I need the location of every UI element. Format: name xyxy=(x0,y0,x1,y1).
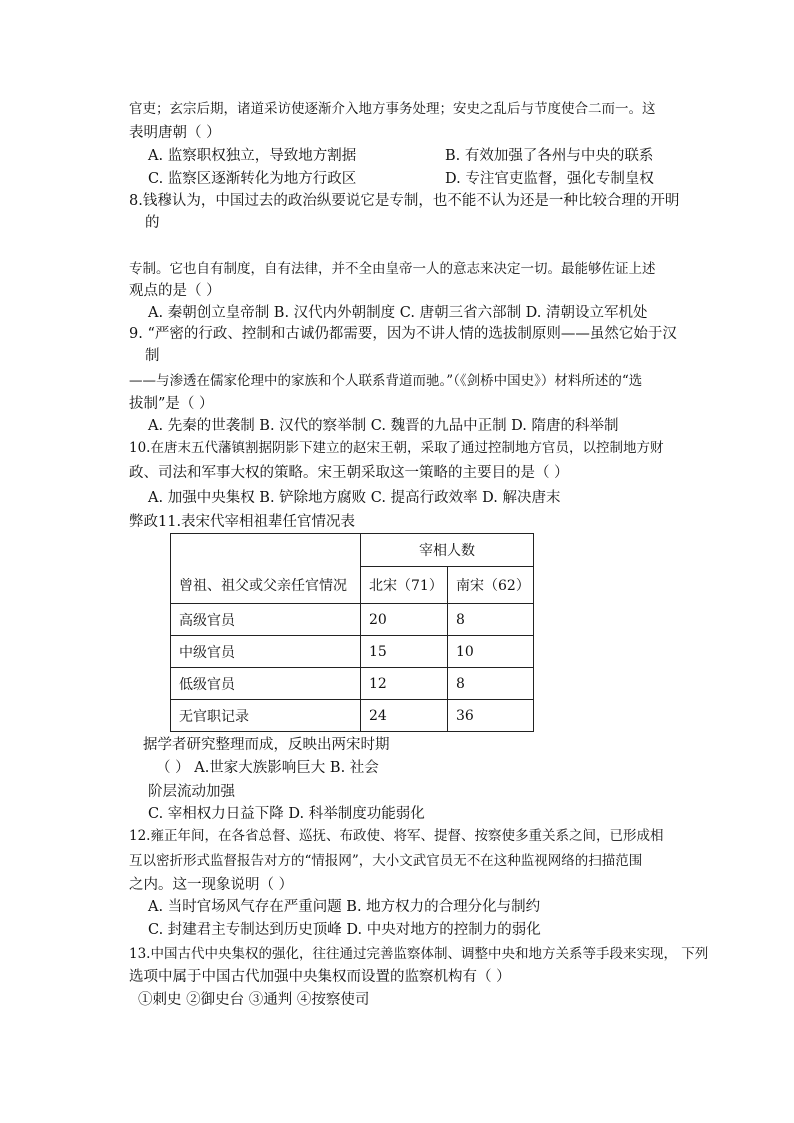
cell-south: 8 xyxy=(448,668,534,700)
q12-line2: 互以密折形式监督报告对方的“情报网”，大小文武官员无不在这种监视网络的扫描范围 xyxy=(129,853,643,869)
q9-line2: 制 xyxy=(145,348,160,364)
q8-line1: 8.钱穆认为，中国过去的政治纵要说它是专制，也不能不认为还是一种比较合理的开明 xyxy=(129,193,680,209)
row-label: 无官职记录 xyxy=(171,700,361,732)
q8-line4: 观点的是（ ） xyxy=(129,283,221,299)
q7-option-b: B. 有效加强了各州与中央的联系 xyxy=(445,148,654,164)
q12-line3: 之内。这一现象说明（ ） xyxy=(129,877,294,893)
cell-north: 20 xyxy=(361,604,448,636)
cell-south: 36 xyxy=(448,700,534,732)
table-row xyxy=(171,700,534,732)
table-group-header: 宰相人数 xyxy=(361,534,534,567)
q7-option-d: D. 专注官吏监督，强化专制皇权 xyxy=(445,171,654,187)
table-corner-header: 曾祖、祖父或父亲任官情况 xyxy=(171,534,361,604)
q12-options-1: A. 当时官场风气存在严重问题 B. 地方权力的合理分化与制约 xyxy=(148,899,541,915)
row-label: 高级官员 xyxy=(171,604,361,636)
q13-items: ①刺史 ②御史台 ③通判 ④按察使司 xyxy=(138,992,370,1008)
q9-options: A. 先秦的世袭制 B. 汉代的察举制 C. 魏晋的九品中正制 D. 隋唐的科举制 xyxy=(148,418,619,434)
q7-line2: 表明唐朝（ ） xyxy=(129,125,221,141)
q13-line1: 13.中国古代中央集权的强化，往往通过完善监察体制、调整中央和地方关系等手段来实现， 下列 xyxy=(129,946,709,962)
cell-south: 10 xyxy=(448,636,534,668)
q9-line1: 9. “严密的行政、控制和古诚仍都需要，因为不讲人情的选拔制原则——虽然它始于汉 xyxy=(129,326,677,342)
cell-north: 24 xyxy=(361,700,448,732)
q8-line2: 的 xyxy=(145,215,160,231)
table-row xyxy=(171,668,534,700)
table-row xyxy=(171,636,534,668)
q10-line1: 10.在唐末五代藩镇割据阴影下建立的赵宋王朝，采取了通过控制地方官员，以控制地方财 xyxy=(129,440,664,456)
q7-option-c: C. 监察区逐渐转化为地方行政区 xyxy=(148,171,357,187)
q11-table-caption: 弊政11.表宋代宰相祖辈任官情况表 xyxy=(129,514,356,530)
q13-line2: 选项中属于中国古代加强中央集权而设置的监察机构有（ ） xyxy=(129,969,511,985)
q8-options: A. 秦朝创立皇帝制 B. 汉代内外朝制度 C. 唐朝三省六部制 D. 清朝设立军机处 xyxy=(148,305,648,321)
q11-line2: （ ） A.世家大族影响巨大 B. 社会 xyxy=(156,760,379,776)
table-col-south: 南宋（62） xyxy=(448,567,534,604)
row-label: 中级官员 xyxy=(171,636,361,668)
table-row xyxy=(171,604,534,636)
q12-line1: 12.雍正年间，在各省总督、巡抚、布政使、将军、提督、按察使多重关系之间，已形成相 xyxy=(129,828,664,844)
cell-south: 8 xyxy=(448,604,534,636)
cell-north: 12 xyxy=(361,668,448,700)
q11-line1: 据学者研究整理而成，反映出两宋时期 xyxy=(143,737,390,753)
q10-options: A. 加强中央集权 B. 铲除地方腐败 C. 提高行政效率 D. 解决唐末 xyxy=(148,490,561,506)
officials-table xyxy=(170,533,534,732)
q9-line4: 拔制”是（ ） xyxy=(129,396,214,412)
q12-options-2: C. 封建君主专制达到历史顶峰 D. 中央对地方的控制力的弱化 xyxy=(148,922,541,938)
q11-line3: 阶层流动加强 xyxy=(148,784,235,800)
q9-line3: ——与渗透在儒家伦理中的家族和个人联系背道而驰。”（《剑桥中国史》）材料所述的“选 xyxy=(129,373,643,389)
q8-line3: 专制。它也自有制度，自有法律，并不全由皇帝一人的意志来决定一切。最能够佐证上述 xyxy=(129,261,656,277)
q11-line4: C. 宰相权力日益下降 D. 科举制度功能弱化 xyxy=(148,806,425,822)
table-col-north: 北宋（71） xyxy=(361,567,448,604)
q10-line2: 政、司法和军事大权的策略。宋王朝采取这一策略的主要目的是（ ） xyxy=(129,465,569,481)
cell-north: 15 xyxy=(361,636,448,668)
q7-line1: 官吏；玄宗后期，诸道采访使逐渐介入地方事务处理；安史之乱后与节度使合二而一。这 xyxy=(129,101,656,117)
q7-option-a: A. 监察职权独立，导致地方割据 xyxy=(148,148,357,164)
row-label: 低级官员 xyxy=(171,668,361,700)
